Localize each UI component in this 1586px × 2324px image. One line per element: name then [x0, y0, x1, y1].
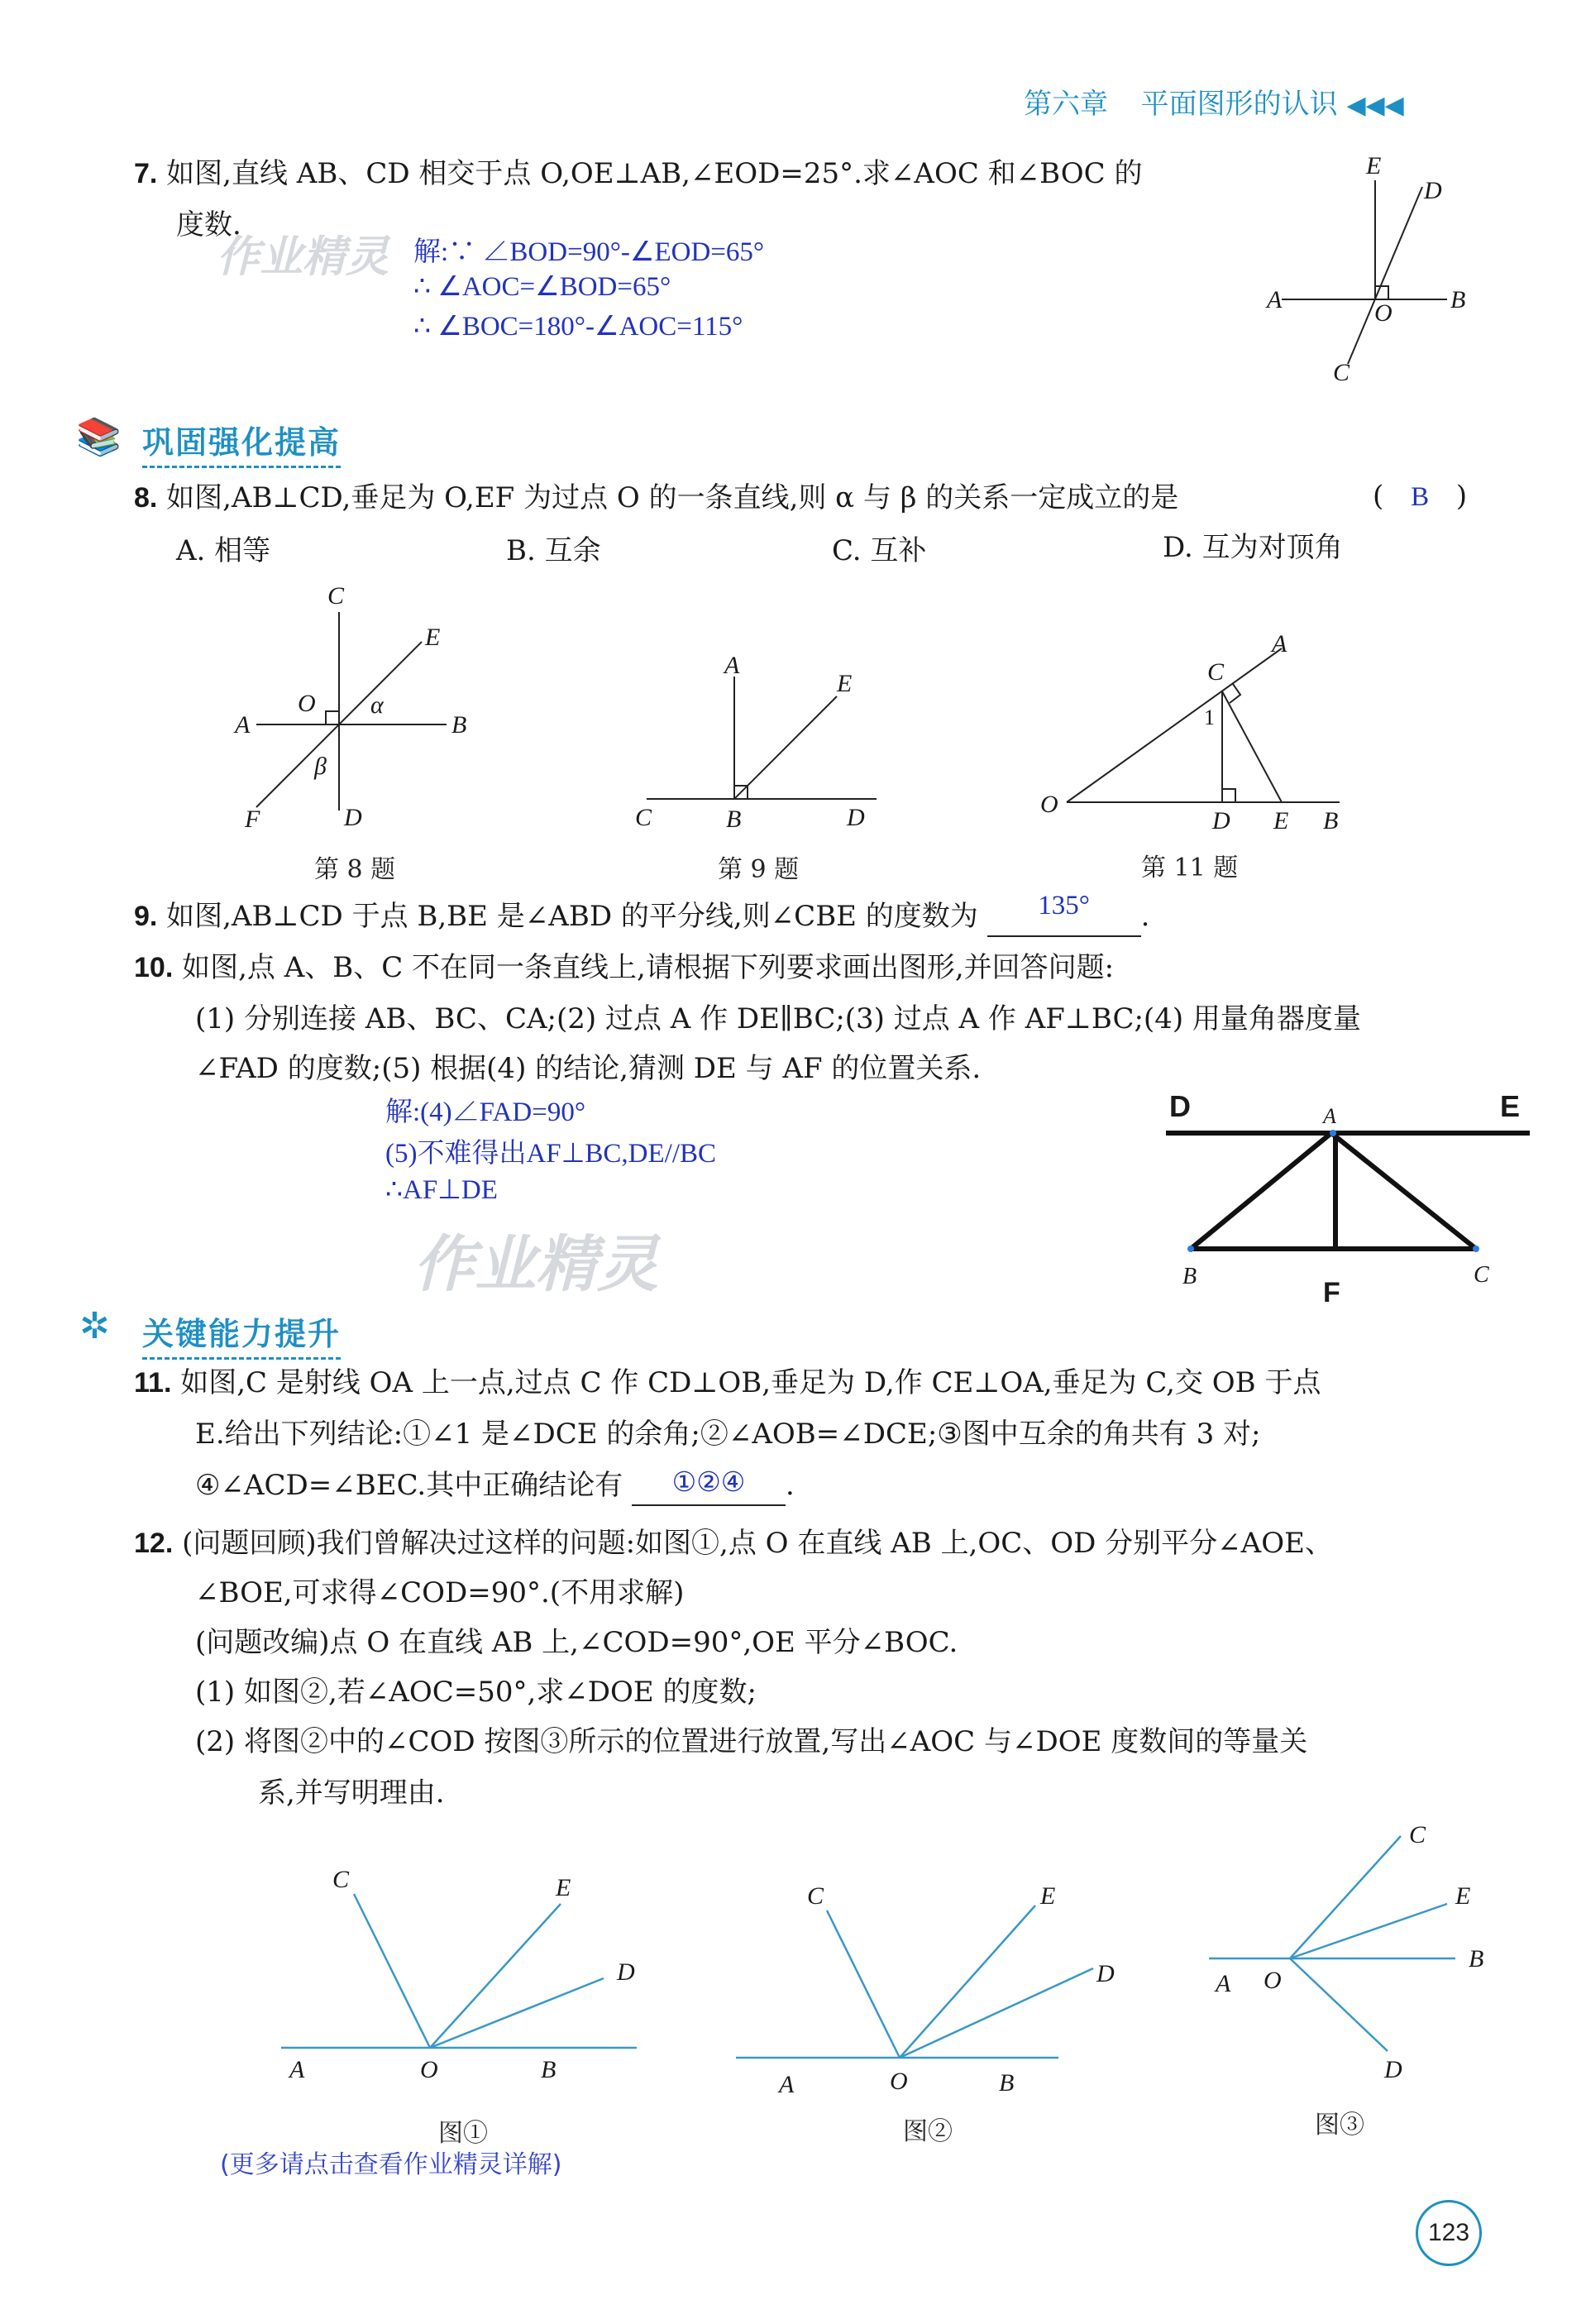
label-e: E — [1040, 1882, 1056, 1910]
label-o: O — [298, 690, 316, 717]
label-d: D — [344, 804, 362, 831]
label-d: D — [1212, 807, 1230, 834]
label-b: B — [1323, 807, 1339, 834]
label-c: C — [635, 804, 652, 831]
label-alpha: α — [370, 691, 384, 719]
right-angle-mark-d — [1222, 789, 1235, 802]
label-o: O — [420, 2056, 438, 2083]
q10-line2: (1) 分别连接 AB、BC、CA;(2) 过点 A 作 DE∥BC;(3) 过点 A 作 AF⊥BC;(4) 用量角器度量 — [195, 1002, 1361, 1035]
label-b: B — [1182, 1264, 1197, 1289]
q12-number: 12. — [134, 1528, 174, 1559]
q11-number: 11. — [134, 1367, 172, 1399]
label-e: E — [556, 1874, 571, 1901]
label-o: O — [1040, 791, 1058, 818]
label-b: B — [999, 2069, 1015, 2097]
figure-q9 — [628, 645, 901, 844]
q8-number: 8. — [134, 482, 158, 514]
section-header-1 — [76, 414, 357, 465]
q10-answer-2: (5)不难得出AF⊥BC,DE//BC — [385, 1139, 717, 1169]
figure-q8 — [223, 579, 496, 844]
q8-option-a: A. 相等 — [176, 534, 271, 567]
caption-q8: 第 8 题 — [314, 855, 396, 884]
label-f: F — [1323, 1277, 1340, 1308]
q8-option-b: B. 互余 — [506, 534, 601, 567]
ray-oc — [354, 1894, 430, 2048]
label-e: E — [1500, 1089, 1521, 1123]
more-details-link[interactable]: (更多请点击查看作业精灵详解) — [220, 2150, 562, 2179]
label-d: D — [1096, 1960, 1115, 1987]
section-title-2: 关键能力提升 — [142, 1308, 341, 1360]
q9-line — [134, 891, 1150, 937]
q11-text-3: ④∠ACD=∠BEC.其中正确结论有 — [195, 1469, 623, 1502]
section-title-1: 巩固强化提高 — [142, 417, 341, 468]
section-header-2 — [76, 1305, 357, 1356]
point-c — [1473, 1246, 1479, 1252]
label-c: C — [1207, 658, 1225, 686]
point-a — [1330, 1130, 1336, 1136]
page-number-badge — [1416, 2200, 1482, 2266]
label-a: A — [289, 2056, 305, 2083]
ray-od — [430, 1978, 604, 2048]
figure-q12-1 — [273, 1836, 653, 2109]
label-f: F — [245, 806, 260, 833]
q8-option-d: D. 互为对顶角 — [1163, 531, 1343, 564]
q8-answer-box — [1373, 478, 1467, 515]
ray-oe — [900, 1906, 1035, 2058]
q11-answer-blank — [632, 1467, 786, 1506]
q7-number: 7. — [134, 158, 158, 189]
label-o: O — [1374, 299, 1393, 327]
label-d: D — [617, 1958, 635, 1986]
figure-q7 — [1257, 149, 1505, 397]
label-a: A — [1323, 1104, 1336, 1128]
label-e: E — [837, 670, 853, 697]
chapter-title: 平面图形的认识 — [1140, 88, 1338, 121]
line-cd — [1348, 187, 1422, 364]
ray-oc — [827, 1910, 900, 2058]
label-b: B — [1469, 1945, 1484, 1973]
q8-option-c: C. 互补 — [832, 534, 927, 567]
page-number: 123 — [1427, 2219, 1470, 2246]
label-c: C — [327, 582, 345, 610]
q9-end: . — [1140, 900, 1150, 933]
label-d: D — [1384, 2056, 1402, 2083]
caption-q11: 第 11 题 — [1141, 854, 1239, 882]
q11-line3 — [195, 1467, 795, 1506]
q7-answer-2: ∴ ∠AOC=∠BOD=65° — [413, 272, 671, 302]
label-b: B — [451, 711, 467, 739]
label-e: E — [1273, 807, 1289, 834]
section-books-icon: 📚 — [76, 416, 122, 458]
label-a: A — [235, 711, 251, 739]
right-angle-mark-c — [1230, 684, 1240, 703]
q11-line2: E.给出下列结论:①∠1 是∠DCE 的余角;②∠AOB=∠DCE;③图中互余的角共有 3 对; — [195, 1418, 1261, 1451]
label-c: C — [807, 1882, 824, 1910]
watermark-logo: 作业精灵 — [217, 232, 389, 282]
label-c: C — [332, 1866, 350, 1893]
label-o: O — [890, 2068, 908, 2095]
q10-answer-1: 解:(4)∠FAD=90° — [385, 1097, 586, 1127]
figure-q12-3 — [1207, 1811, 1522, 2092]
q12-line4: (1) 如图②,若∠AOC=50°,求∠DOE 的度数; — [195, 1676, 757, 1709]
label-d: D — [1424, 177, 1442, 204]
label-c: C — [1474, 1262, 1489, 1288]
caption-q9: 第 9 题 — [718, 855, 800, 884]
label-e: E — [1455, 1882, 1471, 1910]
q12-line5: (2) 将图②中的∠COD 按图③所示的位置进行放置,写出∠AOC 与∠DOE 度数间的等量关 — [195, 1725, 1308, 1758]
label-b: B — [1450, 286, 1466, 313]
q9-number: 9. — [134, 901, 158, 932]
caption-fig3: 图③ — [1315, 2111, 1364, 2140]
ray-be — [734, 696, 837, 799]
label-o: O — [1264, 1967, 1282, 1994]
label-b: B — [541, 2056, 557, 2083]
label-c: C — [1333, 359, 1350, 386]
ray-od — [900, 1968, 1093, 2058]
q11-end: . — [786, 1469, 795, 1502]
q7-answer-1: 解:∵ ∠BOD=90°-∠EOD=65° — [413, 237, 765, 267]
segment-ab — [1191, 1133, 1331, 1249]
label-a: A — [1267, 286, 1283, 313]
label-c: C — [1409, 1821, 1426, 1848]
ray-oa — [1067, 648, 1282, 802]
chapter-label: 第六章 — [1024, 88, 1108, 121]
point-b — [1187, 1246, 1194, 1252]
q8-line — [134, 480, 1178, 516]
q9-answer-blank — [987, 891, 1141, 937]
q7-answer-3: ∴ ∠BOC=180°-∠AOC=115° — [413, 312, 743, 342]
caption-fig2: 图② — [903, 2117, 953, 2146]
q9-answer: 135° — [1038, 891, 1090, 921]
label-e: E — [1366, 152, 1382, 179]
section-figure-icon: ✲ — [79, 1305, 110, 1347]
label-1: 1 — [1204, 705, 1215, 729]
label-a: A — [724, 652, 740, 679]
label-d: D — [847, 804, 865, 831]
watermark-logo-2: 作业精灵 — [413, 1229, 658, 1300]
label-beta: β — [314, 753, 327, 780]
paren-close: ) — [1455, 480, 1468, 513]
ray-oe — [430, 1904, 561, 2048]
q8-answer: B — [1411, 482, 1430, 512]
q11-line1 — [134, 1365, 1321, 1401]
q10-text-1: 如图,点 A、B、C 不在同一条直线上,请根据下列要求画出图形,并回答问题: — [182, 951, 1115, 984]
q12-line6: 系,并写明理由. — [258, 1776, 445, 1810]
q7-line1 — [134, 155, 1142, 192]
right-angle-mark — [326, 711, 339, 724]
q8-text: 如图,AB⊥CD,垂足为 O,EF 为过点 O 的一条直线,则 α 与 β 的关系一定成立的是 — [166, 481, 1179, 514]
figure-q11 — [1034, 620, 1364, 844]
figure-q12-2 — [728, 1853, 1115, 2109]
label-a: A — [779, 2071, 795, 2098]
label-d: D — [1169, 1089, 1191, 1123]
ray-od — [1290, 1958, 1388, 2051]
q7-text-1: 如图,直线 AB、CD 相交于点 O,OE⊥AB,∠EOD=25°.求∠AOC 和∠BOC 的 — [166, 157, 1143, 190]
segment-ce — [1222, 691, 1282, 802]
header-arrows-icon: ◀◀◀ — [1346, 91, 1404, 120]
q11-text-1: 如图,C 是射线 OA 上一点,过点 C 作 CD⊥OB,垂足为 D,作 CE⊥OA,垂足为 C,交 OB 于点 — [180, 1366, 1321, 1399]
q12-text-1: (问题回顾)我们曾解决过这样的问题:如图①,点 O 在直线 AB 上,OC、OD 分别平分∠AOE、 — [182, 1527, 1333, 1560]
figure-q10 — [1158, 1083, 1538, 1315]
q12-line1 — [134, 1525, 1333, 1561]
q12-line2: ∠BOE,可求得∠COD=90°.(不用求解) — [195, 1576, 685, 1609]
label-b: B — [726, 806, 742, 833]
q10-answer-3: ∴AF⊥DE — [385, 1175, 498, 1205]
q10-line1 — [134, 949, 1114, 986]
q11-answer: ①②④ — [671, 1468, 746, 1498]
label-a: A — [1272, 630, 1287, 658]
q9-text: 如图,AB⊥CD 于点 B,BE 是∠ABD 的平分线,则∠CBE 的度数为 — [166, 900, 978, 933]
label-a: A — [1216, 1970, 1231, 1997]
paren-open: ( — [1373, 480, 1384, 513]
q10-line3: ∠FAD 的度数;(5) 根据(4) 的结论,猜测 DE 与 AF 的位置关系. — [195, 1052, 982, 1085]
q7-line2: 度数. — [176, 208, 241, 241]
q10-number: 10. — [134, 952, 174, 983]
segment-ac — [1331, 1133, 1476, 1249]
caption-fig1: 图① — [438, 2119, 488, 2148]
q12-line3: (问题改编)点 O 在直线 AB 上,∠COD=90°,OE 平分∠BOC. — [195, 1626, 958, 1659]
label-e: E — [425, 624, 441, 651]
page-header — [1024, 81, 1404, 122]
